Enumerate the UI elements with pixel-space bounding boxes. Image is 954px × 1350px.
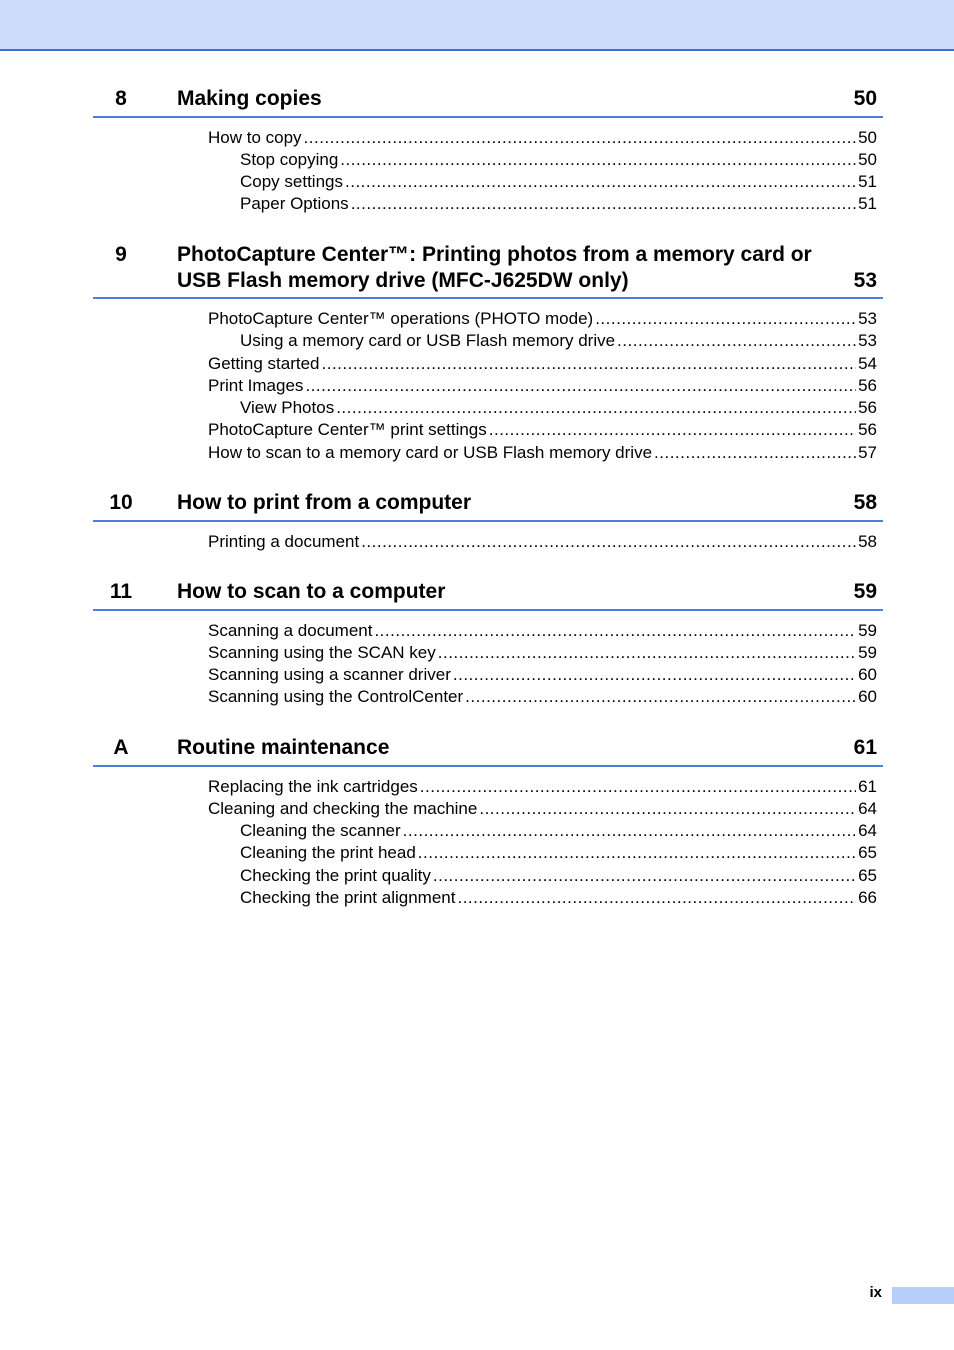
chapter-title[interactable]: Routine maintenance — [177, 736, 390, 759]
toc-entry[interactable] — [93, 842, 883, 864]
entry-label: Stop copying — [240, 149, 339, 169]
entry-page: 50 — [858, 149, 877, 169]
chapter-entries — [93, 620, 883, 709]
toc-entry[interactable] — [93, 642, 883, 664]
entry-page: 58 — [858, 531, 877, 551]
toc-entry[interactable] — [93, 397, 883, 419]
entry-page: 51 — [858, 172, 877, 192]
toc-entry[interactable] — [93, 776, 883, 798]
dot-leader — [457, 887, 856, 909]
entry-label: Scanning using a scanner driver — [208, 665, 451, 685]
entry-page: 59 — [858, 642, 877, 662]
toc-entry[interactable] — [93, 375, 883, 397]
entry-page: 64 — [858, 821, 877, 841]
chapter-11 — [93, 579, 883, 709]
entry-page: 51 — [858, 194, 877, 214]
chapter-number: 9 — [115, 243, 127, 266]
chapter-heading — [93, 735, 883, 767]
chapter-9 — [93, 242, 883, 464]
entry-label: Print Images — [208, 375, 304, 395]
dot-leader — [304, 127, 857, 149]
entry-label: Checking the print quality — [240, 865, 431, 885]
toc-entry[interactable] — [93, 664, 883, 686]
chapter-title[interactable]: How to scan to a computer — [177, 580, 446, 603]
entry-page: 59 — [858, 620, 877, 640]
chapter-10 — [93, 490, 883, 553]
chapter-8 — [93, 86, 883, 216]
chapter-number: 11 — [109, 580, 133, 603]
entry-label: Using a memory card or USB Flash memory drive — [240, 331, 616, 351]
toc-entry[interactable] — [93, 798, 883, 820]
footer-tab — [892, 1287, 954, 1304]
entry-page: 56 — [858, 420, 877, 440]
entry-page: 53 — [858, 309, 877, 328]
toc-entry[interactable] — [93, 330, 883, 352]
chapter-entries — [93, 531, 883, 553]
chapter-entries — [93, 308, 883, 464]
chapter-title[interactable]: How to print from a computer — [177, 491, 471, 514]
chapter-entries — [93, 776, 883, 910]
dot-leader — [351, 193, 856, 215]
chapter-page: 59 — [853, 580, 877, 603]
entry-page: 54 — [858, 353, 877, 373]
entry-page: 61 — [858, 776, 877, 796]
entry-page: 56 — [858, 398, 877, 418]
entry-page: 53 — [858, 331, 877, 351]
chapter-number: 8 — [115, 87, 127, 110]
toc-entry[interactable] — [93, 531, 883, 553]
entry-page: 65 — [858, 843, 877, 863]
chapter-a — [93, 735, 883, 909]
entry-label: PhotoCapture Center™ print settings — [208, 420, 487, 440]
entry-label: PhotoCapture Center™ operations (PHOTO mode) — [208, 309, 594, 328]
toc-entry[interactable] — [93, 193, 883, 215]
dot-leader — [305, 375, 856, 397]
dot-leader — [420, 776, 856, 798]
dot-leader — [595, 308, 856, 330]
toc-entry[interactable] — [93, 620, 883, 642]
dot-leader — [361, 531, 856, 553]
entry-label: Cleaning the print head — [240, 843, 416, 863]
entry-page: 57 — [858, 442, 877, 462]
entry-page: 65 — [858, 865, 877, 885]
toc-entry[interactable] — [93, 353, 883, 375]
chapter-entries — [93, 127, 883, 216]
chapter-page: 53 — [853, 268, 877, 292]
entry-label: Getting started — [208, 353, 320, 373]
dot-leader — [418, 842, 856, 864]
dot-leader — [479, 798, 856, 820]
dot-leader — [336, 397, 856, 419]
dot-leader — [340, 149, 856, 171]
dot-leader — [654, 442, 856, 464]
entry-label: How to copy — [208, 127, 302, 147]
toc-entry[interactable] — [93, 171, 883, 193]
chapter-number: A — [113, 736, 129, 759]
dot-leader — [322, 353, 857, 375]
dot-leader — [403, 820, 856, 842]
toc-entry[interactable] — [93, 820, 883, 842]
chapter-title[interactable]: Making copies — [177, 87, 322, 110]
entry-label: Paper Options — [240, 194, 349, 214]
entry-page: 56 — [858, 375, 877, 395]
entry-label: View Photos — [240, 398, 335, 418]
entry-label: Replacing the ink cartridges — [208, 776, 418, 796]
chapter-number: 10 — [109, 491, 133, 514]
chapter-page: 50 — [853, 87, 877, 110]
entry-label: Cleaning and checking the machine — [208, 798, 478, 818]
dot-leader — [433, 865, 856, 887]
entry-page: 60 — [858, 687, 877, 707]
toc-entry[interactable] — [93, 149, 883, 171]
dot-leader — [489, 419, 856, 441]
entry-page: 60 — [858, 665, 877, 685]
toc-entry[interactable] — [93, 442, 883, 464]
entry-label: Scanning a document — [208, 620, 373, 640]
entry-page: 66 — [858, 887, 877, 907]
chapter-heading — [93, 579, 883, 611]
toc-entry[interactable] — [93, 686, 883, 708]
chapter-title[interactable]: PhotoCapture Center™: Printing photos from a memory card or USB Flash memory drive (MFC-J625DW only) — [177, 243, 812, 292]
entry-label: Cleaning the scanner — [240, 821, 401, 841]
header-band — [0, 0, 954, 51]
chapter-heading — [93, 242, 883, 299]
entry-page: 64 — [858, 798, 877, 818]
toc-entry[interactable] — [93, 419, 883, 441]
dot-leader — [345, 171, 856, 193]
toc-entry[interactable] — [93, 887, 883, 909]
chapter-page: 58 — [853, 491, 877, 514]
entry-label: Copy settings — [240, 172, 343, 192]
toc-entry[interactable] — [93, 865, 883, 887]
page-number: ix — [869, 1284, 882, 1301]
entry-label: Printing a document — [208, 531, 360, 551]
entry-page: 50 — [858, 127, 877, 147]
entry-label: Checking the print alignment — [240, 887, 456, 907]
dot-leader — [617, 330, 856, 352]
dot-leader — [374, 620, 856, 642]
dot-leader — [438, 642, 856, 664]
toc-entry[interactable] — [93, 127, 883, 149]
chapter-heading — [93, 490, 883, 522]
entry-label: How to scan to a memory card or USB Flash memory drive — [208, 442, 653, 462]
dot-leader — [453, 664, 856, 686]
entry-label: Scanning using the ControlCenter — [208, 687, 464, 707]
entry-label: Scanning using the SCAN key — [208, 642, 436, 662]
toc-entry[interactable] — [93, 308, 883, 330]
chapter-heading — [93, 86, 883, 118]
dot-leader — [465, 686, 856, 708]
chapter-page: 61 — [853, 736, 877, 759]
